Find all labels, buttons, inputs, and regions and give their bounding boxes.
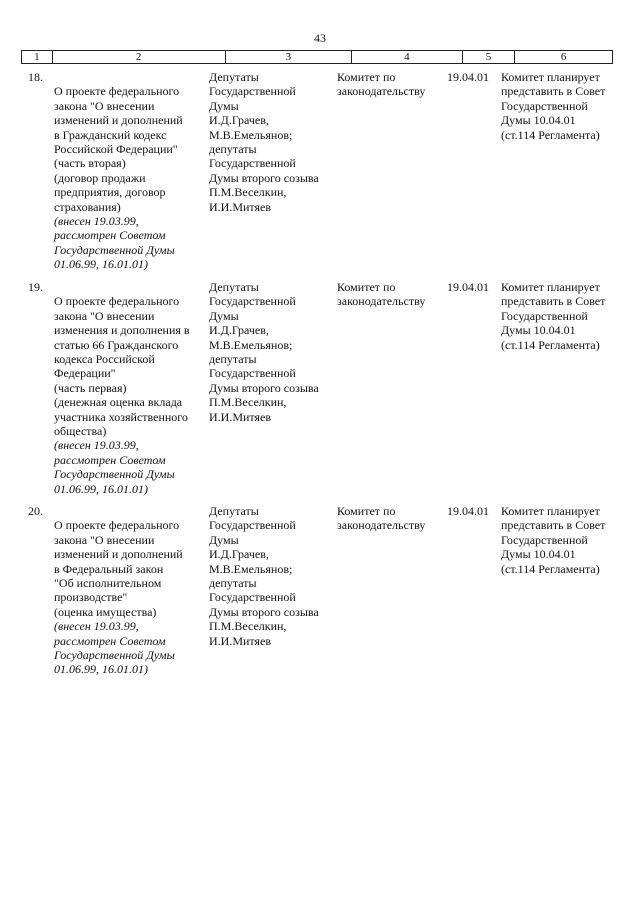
bill-title [54,280,234,511]
responsible-committee: Комитет по законодательству [337,280,426,309]
bill-authors: Депутаты Государственной Думы И.Д.Грачев, М.В.Емельянов; депутаты Государственной Думы второго созыва П.М.Веселкин, И.И.Митяев [209,280,319,424]
bill-title [54,504,234,691]
bill-title [54,70,234,286]
row-number: 19. [28,280,43,294]
column-header-3: 3 [226,51,353,63]
status-note: Комитет планирует представить в Совет Государственной Думы 10.04.01 (ст.114 Регламента) [501,280,606,352]
bill-authors: Депутаты Государственной Думы И.Д.Грачев, М.В.Емельянов; депутаты Государственной Думы второго созыва П.М.Веселкин, И.И.Митяев [209,70,319,214]
review-date: 19.04.01 [447,504,489,518]
review-date: 19.04.01 [447,280,489,294]
status-note: Комитет планирует представить в Совет Государственной Думы 10.04.01 (ст.114 Регламента) [501,504,606,576]
review-date: 19.04.01 [447,70,489,84]
bill-title-text: О проекте федерального закона "О внесении изменений и дополнений в Гражданский кодекс Российской Федерации" (часть вторая) (договор продажи предприятия, договор страхования) [54,84,183,214]
row-number: 18. [28,70,43,84]
column-header-6: 6 [560,51,567,63]
status-note: Комитет планирует представить в Совет Государственной Думы 10.04.01 (ст.114 Регламента) [501,70,606,142]
bill-title-text: О проекте федерального закона "О внесении изменения и дополнения в статью 66 Гражданского кодекса Российской Федерации" (часть первая) (денежная оценка вклада участника хозяйственного общества) [54,294,190,439]
responsible-committee: Комитет по законодательству [337,70,426,99]
bill-title-text: О проекте федерального закона "О внесении изменений и дополнений в Федеральный закон "Об исполнительном производстве" (оценка имущества) [54,518,183,619]
column-header-4: 4 [352,51,463,63]
bill-authors: Депутаты Государственной Думы И.Д.Грачев, М.В.Емельянов; депутаты Государственной Думы второго созыва П.М.Веселкин, И.И.Митяев [209,504,319,648]
bill-history: (внесен 19.03.99, рассмотрен Советом Государственной Думы 01.06.99, 16.01.01) [54,438,175,496]
bill-history: (внесен 19.03.99, рассмотрен Советом Государственной Думы 01.06.99, 16.01.01) [54,214,175,272]
bill-history: (внесен 19.03.99, рассмотрен Советом Государственной Думы 01.06.99, 16.01.01) [54,619,175,677]
column-header-5: 5 [463,51,515,63]
row-number: 20. [28,504,43,518]
responsible-committee: Комитет по законодательству [337,504,426,533]
column-header-1: 1 [22,51,53,63]
table-header [21,50,613,64]
page-number: 43 [314,31,326,45]
column-header-2: 2 [53,51,226,63]
